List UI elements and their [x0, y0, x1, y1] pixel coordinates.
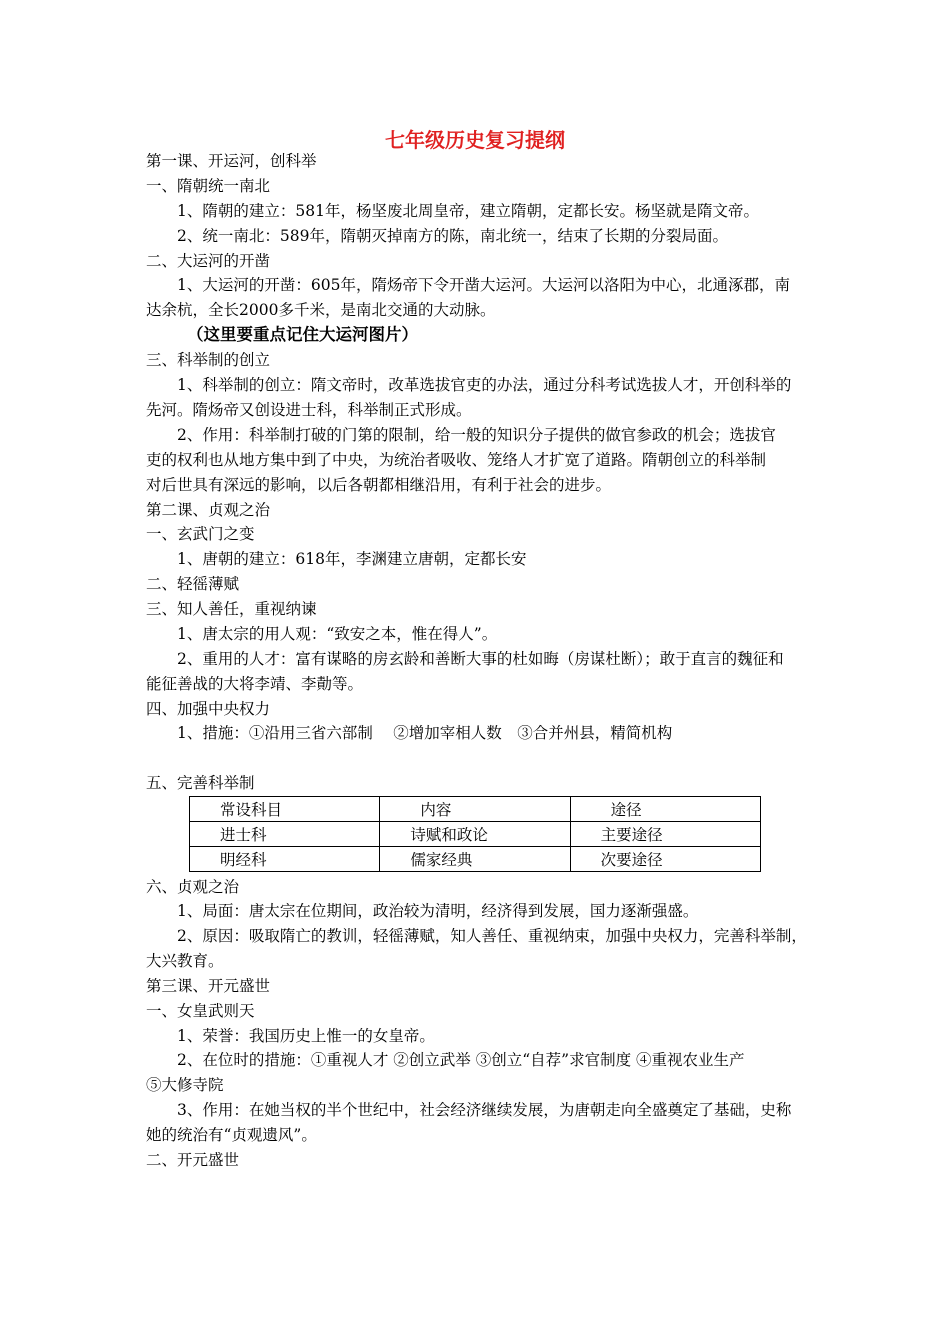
- paragraph: 能征善战的大将李靖、李勣等。: [146, 675, 364, 693]
- paragraph: 1、唐太宗的用人观：“致安之本，惟在得人”。: [177, 625, 498, 643]
- paragraph: 1、措施：①沿用三省六部制 ②增加宰相人数 ③合并州县，精简机构: [177, 724, 673, 742]
- paragraph: 2、统一南北：589年，隋朝灭掉南方的陈，南北统一，结束了长期的分裂局面。: [177, 227, 728, 245]
- table-cell: 次要途径: [570, 847, 760, 872]
- table-row: [190, 847, 761, 872]
- section-heading: 二、轻徭薄赋: [146, 575, 240, 593]
- table-cell: 进士科: [190, 822, 380, 847]
- document-title: 七年级历史复习提纲: [385, 128, 565, 152]
- paragraph: 1、荣誉：我国历史上惟一的女皇帝。: [177, 1027, 435, 1045]
- lesson-heading: 第三课、开元盛世: [146, 977, 271, 995]
- section-heading: 二、开元盛世: [146, 1151, 240, 1169]
- paragraph: 她的统治有“贞观遗风”。: [146, 1126, 317, 1144]
- table-cell: 诗赋和政论: [380, 822, 570, 847]
- emphasis-note: （这里要重点记住大运河图片）: [187, 325, 418, 344]
- table-header-row: [190, 797, 761, 822]
- paragraph: 1、局面：唐太宗在位期间，政治较为清明，经济得到发展，国力逐渐强盛。: [177, 902, 699, 920]
- section-heading: 一、玄武门之变: [146, 525, 255, 543]
- paragraph: 2、原因：吸取隋亡的教训，轻徭薄赋，知人善任、重视纳束，加强中央权力，完善科举制，: [177, 927, 807, 945]
- section-heading: 一、隋朝统一南北: [146, 177, 271, 195]
- paragraph: 1、隋朝的建立：581年，杨坚废北周皇帝，建立隋朝，定都长安。杨坚就是隋文帝。: [177, 202, 759, 220]
- paragraph: 对后世具有深远的影响，以后各朝都相继沿用，有利于社会的进步。: [146, 476, 612, 494]
- paragraph: 达余杭，全长2000多千米，是南北交通的大动脉。: [146, 301, 496, 319]
- paragraph: 1、唐朝的建立：618年，李渊建立唐朝，定都长安: [177, 550, 527, 568]
- section-heading: 三、科举制的创立: [146, 351, 271, 369]
- table-cell: 主要途径: [570, 822, 760, 847]
- paragraph: 2、重用的人才：富有谋略的房玄龄和善断大事的杜如晦（房谋杜断）；敢于直言的魏征和: [177, 650, 784, 668]
- paragraph: 大兴教育。: [146, 952, 224, 970]
- paragraph: 3、作用：在她当权的半个世纪中，社会经济继续发展，为唐朝走向全盛奠定了基础，史称: [177, 1101, 792, 1119]
- section-heading: 一、女皇武则天: [146, 1002, 255, 1020]
- paragraph: 2、作用：科举制打破的门第的限制，给一般的知识分子提供的做官参政的机会；选拔官: [177, 426, 776, 444]
- table-header-cell: 常设科目: [190, 797, 380, 822]
- lesson-heading: 第一课、开运河，创科举: [146, 152, 317, 170]
- paragraph: 吏的权利也从地方集中到了中央，为统治者吸收、笼络人才扩宽了道路。隋朝创立的科举制: [146, 451, 767, 469]
- table-header-cell: 内容: [380, 797, 570, 822]
- section-heading: 六、贞观之治: [146, 878, 240, 896]
- table-cell: 儒家经典: [380, 847, 570, 872]
- paragraph: 先河。隋炀帝又创设进士科，科举制正式形成。: [146, 401, 472, 419]
- lesson-heading: 第二课、贞观之治: [146, 501, 271, 519]
- section-heading: 二、大运河的开凿: [146, 252, 271, 270]
- paragraph: 1、大运河的开凿：605年，隋炀帝下令开凿大运河。大运河以洛阳为中心，北通涿郡，南: [177, 276, 790, 294]
- paragraph: 1、科举制的创立：隋文帝时，改革选拔官吏的办法，通过分科考试选拔人才，开创科举的: [177, 376, 792, 394]
- section-heading: 四、加强中央权力: [146, 700, 271, 718]
- section-heading: 五、完善科举制: [146, 774, 255, 792]
- section-heading: 三、知人善任，重视纳谏: [146, 600, 317, 618]
- table-row: [190, 822, 761, 847]
- table-header-cell: 途径: [570, 797, 760, 822]
- exam-subjects-table: [189, 796, 761, 872]
- paragraph: ⑤大修寺院: [146, 1076, 224, 1094]
- paragraph: 2、在位时的措施：①重视人才 ②创立武举 ③创立“自荐”求官制度 ④重视农业生产: [177, 1051, 745, 1069]
- table-cell: 明经科: [190, 847, 380, 872]
